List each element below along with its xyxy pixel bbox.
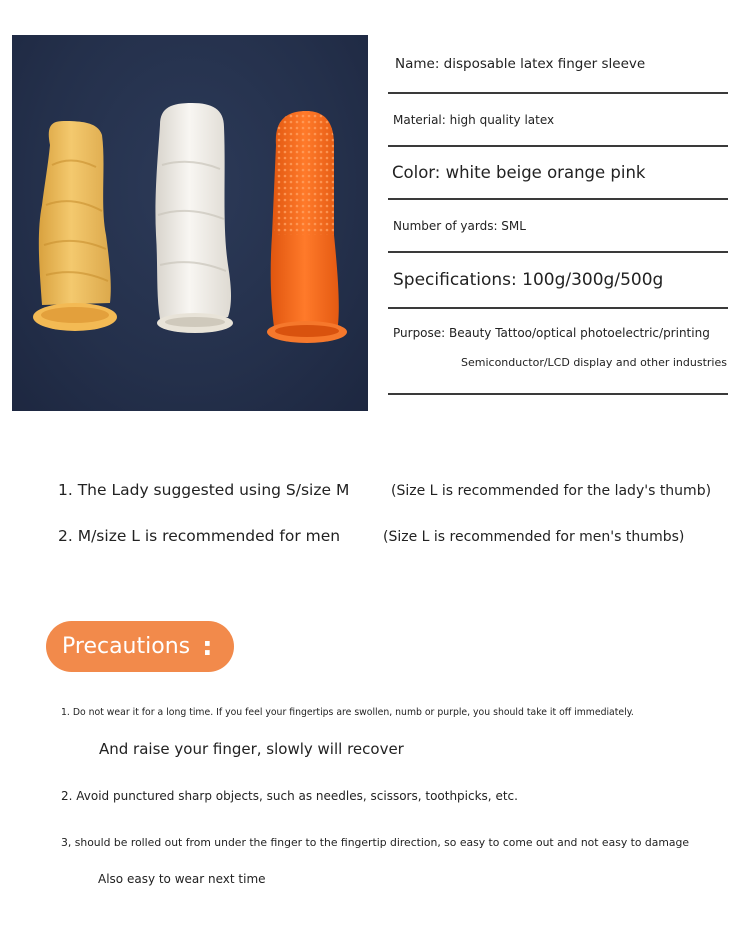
sizing-men: 2. M/size L is recommended for men (58, 527, 341, 545)
finger-cots-illustration (12, 35, 368, 411)
spec-name: Name: disposable latex finger sleeve (388, 35, 728, 94)
precautions-colon: : (202, 631, 213, 662)
beige-finger-cot (33, 121, 117, 331)
spec-yards: Number of yards: SML (388, 200, 728, 253)
purpose-line-2: Semiconductor/LCD display and other industries (461, 356, 727, 369)
purpose-line-1: Purpose: Beauty Tattoo/optical photoelectric/printing (393, 326, 710, 340)
spec-specifications: Specifications: 100g/300g/500g (388, 253, 728, 309)
precautions-heading (46, 621, 234, 672)
sizing-men-note: (Size L is recommended for men's thumbs) (383, 529, 685, 545)
precautions-title: Precautions (62, 634, 191, 659)
sizing-women: 1. The Lady suggested using S/size M (58, 481, 350, 499)
white-finger-cot (155, 103, 233, 333)
sizing-women-note: (Size L is recommended for the lady's thumb) (391, 483, 712, 499)
precaution-item-2: 2. Avoid punctured sharp objects, such as needles, scissors, toothpicks, etc. (61, 789, 518, 803)
spec-color: Color: white beige orange pink (388, 147, 728, 200)
spec-purpose (388, 309, 728, 395)
precaution-item-1-cont: And raise your finger, slowly will recover (99, 740, 404, 758)
precaution-item-3: 3, should be rolled out from under the finger to the fingertip direction, so easy to come out and not easy to damage (61, 836, 690, 849)
precaution-item-3-cont: Also easy to wear next time (98, 872, 266, 886)
spec-material: Material: high quality latex (388, 94, 728, 147)
orange-finger-cot (267, 111, 347, 343)
product-photo (12, 35, 368, 411)
precaution-item-1: 1. Do not wear it for a long time. If you feel your fingertips are swollen, numb or purple, you should take it off immediately. (61, 707, 634, 718)
